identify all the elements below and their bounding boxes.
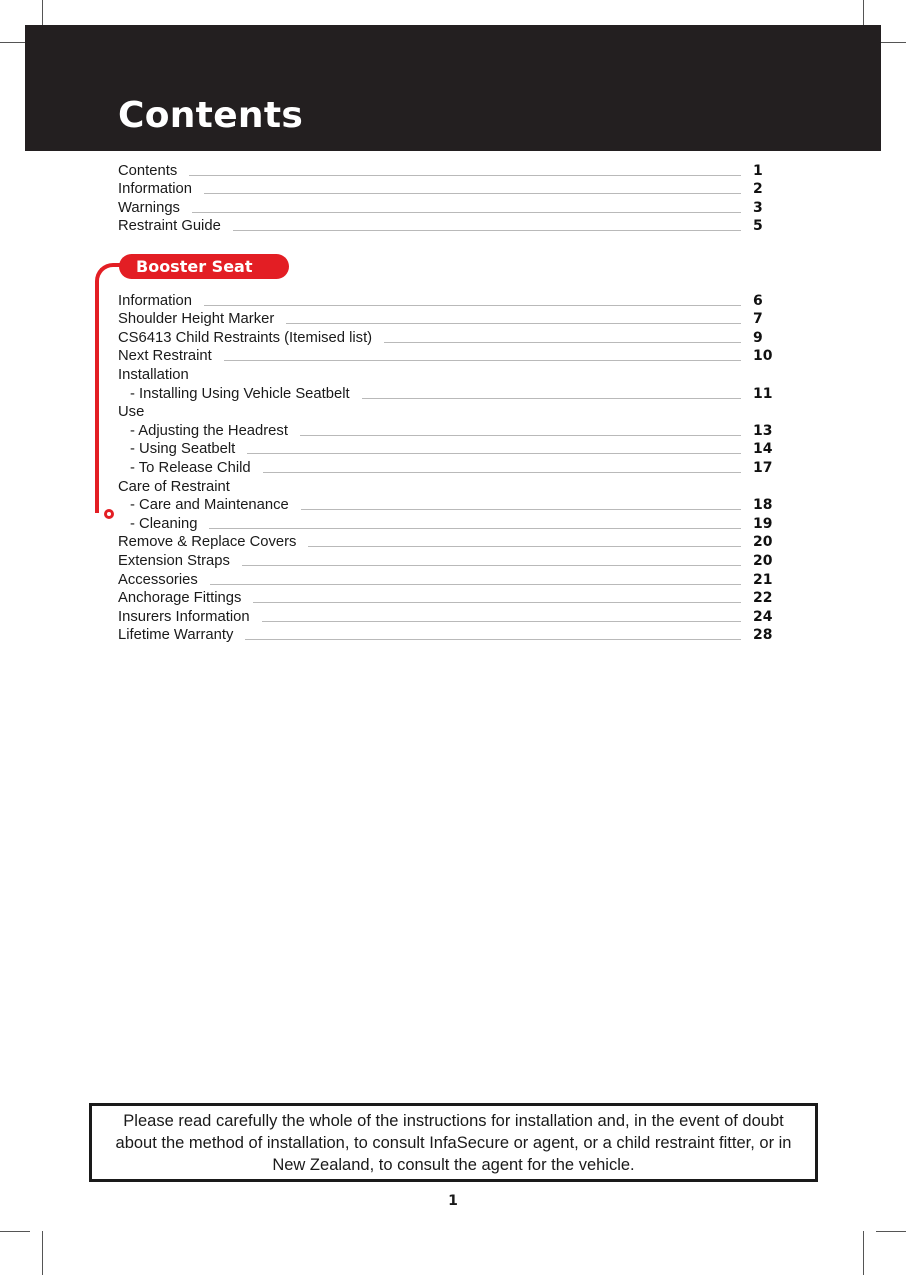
- toc-leader-line: [362, 397, 741, 399]
- toc-entry-label: - Using Seatbelt: [130, 441, 236, 458]
- toc-entry-page: 11: [753, 385, 773, 402]
- toc-entry[interactable]: [118, 310, 775, 329]
- toc-top-list: [118, 161, 775, 235]
- toc-entry-label: Care of Restraint: [118, 478, 230, 495]
- toc-entry-label: - Installing Using Vehicle Seatbelt: [130, 385, 350, 402]
- toc-entry-page: 6: [753, 292, 763, 309]
- toc-entry[interactable]: [118, 347, 775, 366]
- notice-box: [89, 1103, 818, 1182]
- toc-entry-page: 3: [753, 199, 763, 216]
- toc-leader-line: [247, 452, 741, 454]
- toc-leader-line: [308, 545, 741, 547]
- toc-leader-line: [384, 341, 741, 343]
- section-title: Booster Seat: [136, 257, 253, 276]
- toc-leader-line: [233, 229, 741, 231]
- toc-entry-label: - Cleaning: [130, 515, 198, 532]
- toc-entry-label: Installation: [118, 366, 189, 383]
- crop-mark: [42, 1231, 43, 1275]
- toc-entry-page: 20: [753, 552, 773, 569]
- toc-entry[interactable]: [118, 589, 775, 608]
- toc-leader-line: [253, 601, 741, 603]
- toc-entry-page: 22: [753, 590, 773, 607]
- toc-entry-label: Lifetime Warranty: [118, 627, 234, 644]
- toc-entry[interactable]: [118, 217, 775, 236]
- toc-entry[interactable]: [118, 551, 775, 570]
- toc-entry-label: - Care and Maintenance: [130, 497, 289, 514]
- toc-entry-page: 18: [753, 497, 773, 514]
- crop-mark: [876, 1231, 906, 1232]
- toc-entry-page: 21: [753, 571, 773, 588]
- toc-entry-page: 2: [753, 181, 763, 198]
- toc-entry-page: 13: [753, 422, 773, 439]
- bracket-end-dot: [104, 509, 114, 519]
- toc-entry-label: Use: [118, 404, 145, 421]
- toc-entry-page: 7: [753, 311, 763, 328]
- toc-entry-label: - Adjusting the Headrest: [130, 422, 288, 439]
- toc-entry-label: Extension Straps: [118, 552, 230, 569]
- toc-entry-label: Contents: [118, 162, 178, 179]
- toc-entry[interactable]: [118, 458, 775, 477]
- crop-mark: [0, 1231, 30, 1232]
- toc-entry[interactable]: [118, 496, 775, 515]
- toc-entry[interactable]: [118, 384, 775, 403]
- toc-entry[interactable]: [118, 365, 775, 384]
- toc-entry[interactable]: [118, 440, 775, 459]
- toc-entry-label: Shoulder Height Marker: [118, 311, 275, 328]
- toc-entry-page: 28: [753, 627, 773, 644]
- toc-entry-page: 9: [753, 329, 763, 346]
- toc-entry[interactable]: [118, 477, 775, 496]
- toc-entry[interactable]: [118, 291, 775, 310]
- toc-leader-line: [192, 211, 741, 213]
- toc-leader-line: [224, 359, 741, 361]
- toc-entry-label: Warnings: [118, 199, 180, 216]
- section-badge: [119, 254, 289, 279]
- toc-leader-line: [301, 508, 741, 510]
- toc-leader-line: [263, 471, 741, 473]
- toc-leader-line: [204, 192, 741, 194]
- toc-leader-line: [245, 638, 741, 640]
- toc-leader-line: [286, 322, 741, 324]
- notice-text: Please read carefully the whole of the instructions for installation and, in the event of doubt about the method of installation, to consult InfaSecure or agent, or a child restraint fitter, or in New Zealand, to consult the agent for the vehicle.: [115, 1111, 792, 1174]
- toc-entry-label: Next Restraint: [118, 348, 212, 365]
- toc-entry[interactable]: [118, 198, 775, 217]
- toc-section-list: [118, 291, 775, 644]
- toc-entry-label: Anchorage Fittings: [118, 590, 242, 607]
- toc-leader-line: [300, 434, 741, 436]
- header-banner: [25, 25, 881, 151]
- toc-leader-line: [262, 620, 741, 622]
- toc-entry[interactable]: [118, 570, 775, 589]
- toc-entry-label: Information: [118, 292, 193, 309]
- toc-entry-page: 19: [753, 515, 773, 532]
- toc-entry-page: 10: [753, 348, 773, 365]
- toc-entry[interactable]: [118, 514, 775, 533]
- toc-leader-line: [242, 564, 741, 566]
- toc-leader-line: [209, 527, 741, 529]
- toc-entry[interactable]: [118, 421, 775, 440]
- toc-entry[interactable]: [118, 626, 775, 645]
- toc-entry-label: CS6413 Child Restraints (Itemised list): [118, 329, 373, 346]
- toc-entry-label: - To Release Child: [130, 459, 251, 476]
- toc-entry-label: Information: [118, 181, 193, 198]
- toc-entry-page: 20: [753, 534, 773, 551]
- toc-leader-line: [189, 174, 741, 176]
- toc-entry[interactable]: [118, 180, 775, 199]
- toc-leader-line: [210, 583, 741, 585]
- toc-entry[interactable]: [118, 328, 775, 347]
- toc-entry-label: Restraint Guide: [118, 218, 221, 235]
- toc-entry-label: Insurers Information: [118, 608, 250, 625]
- page-title: Contents: [118, 95, 304, 136]
- toc-entry-label: Accessories: [118, 571, 198, 588]
- toc-entry[interactable]: [118, 607, 775, 626]
- toc-entry[interactable]: [118, 161, 775, 180]
- toc-entry-page: 14: [753, 441, 773, 458]
- toc-entry-label: Remove & Replace Covers: [118, 534, 297, 551]
- toc-entry-page: 1: [753, 162, 763, 179]
- toc-entry-page: 5: [753, 218, 763, 235]
- toc-entry-page: 24: [753, 608, 773, 625]
- toc-entry[interactable]: [118, 403, 775, 422]
- toc-leader-line: [204, 304, 741, 306]
- page-number: 1: [448, 1193, 458, 1209]
- toc-entry[interactable]: [118, 533, 775, 552]
- toc-entry-page: 17: [753, 459, 773, 476]
- crop-mark: [863, 1231, 864, 1275]
